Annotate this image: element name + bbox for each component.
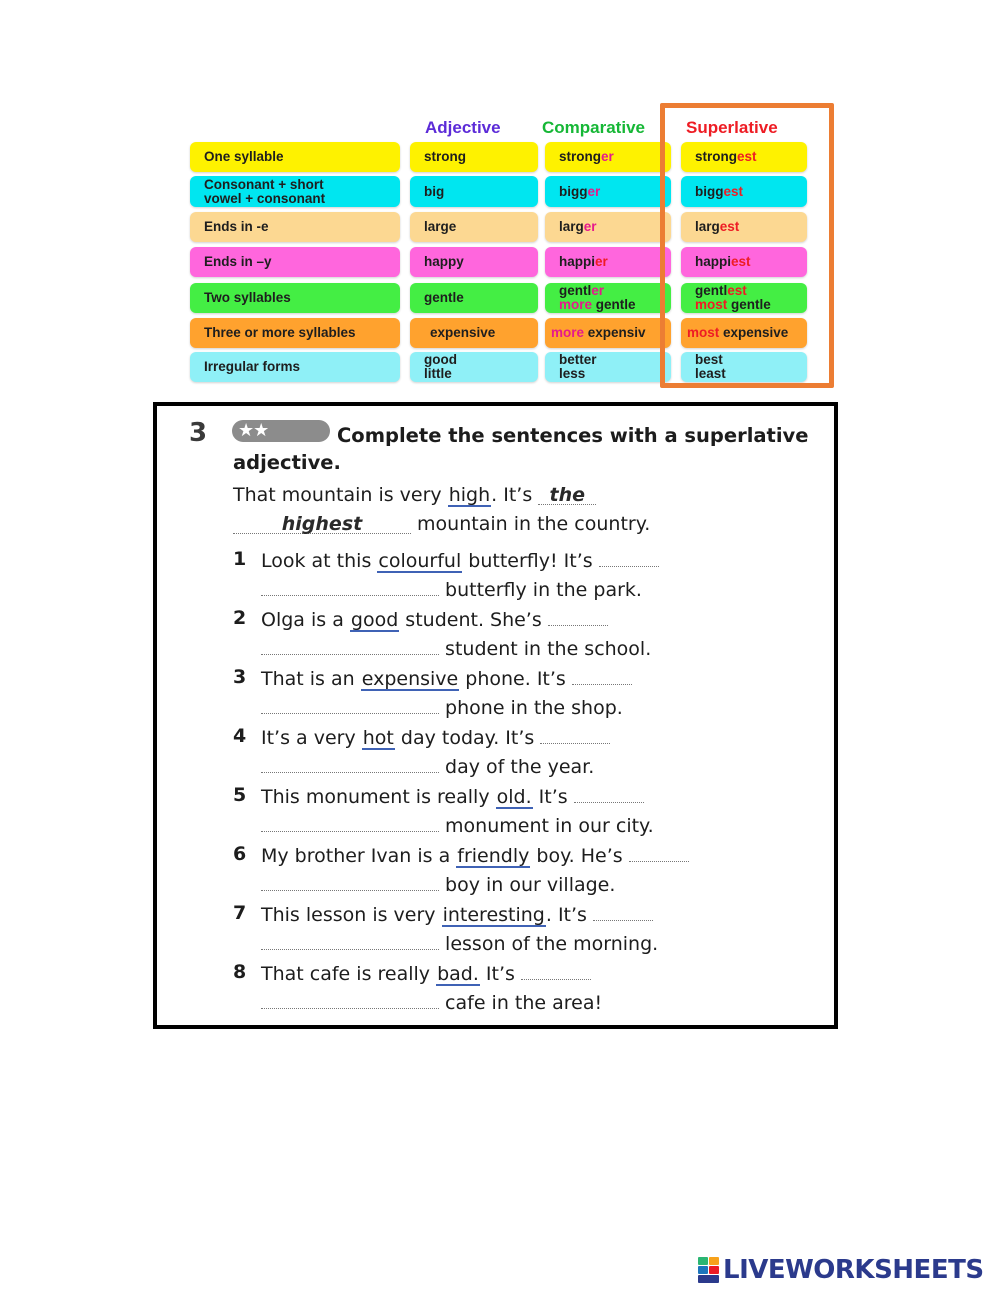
adjective-cell: large [410, 212, 538, 242]
comparative-cell: more expensiv [545, 318, 671, 348]
rule-cell: Consonant + short vowel + consonant [190, 176, 400, 207]
exercise-box [153, 402, 838, 1029]
comparative-cell: stronger [545, 142, 671, 172]
item-number: 1 [233, 548, 247, 570]
item-line: That is an expensive phone. It’s [261, 666, 632, 691]
header-superlative: Superlative [686, 118, 778, 137]
item-line: butterfly in the park. [261, 577, 642, 601]
rule-cell: Three or more syllables [190, 318, 400, 348]
answer-input-7b[interactable] [261, 931, 439, 950]
superlative-cell: gentlest most gentle [681, 283, 807, 313]
answer-input-7a[interactable] [593, 902, 653, 921]
item-line: day of the year. [261, 754, 594, 778]
rule-cell: Two syllables [190, 283, 400, 313]
item-number: 7 [233, 902, 247, 924]
answer-input-1a[interactable] [599, 548, 659, 567]
comparative-cell: bigger [545, 176, 671, 207]
adjective-cell: happy [410, 247, 538, 277]
item-line: That cafe is really bad. It’s [261, 961, 591, 986]
superlative-cell: most expensive [681, 318, 807, 348]
item-number: 2 [233, 607, 247, 629]
answer-input-4a[interactable] [540, 725, 610, 744]
adjective-cell: good little [410, 352, 538, 382]
answer-input-3b[interactable] [261, 695, 439, 714]
comparative-cell: happier [545, 247, 671, 277]
item-number: 8 [233, 961, 247, 983]
answer-input-8b[interactable] [261, 990, 439, 1009]
item-number: 4 [233, 725, 247, 747]
answer-input-3a[interactable] [572, 666, 632, 685]
item-adjective: colourful [378, 550, 462, 572]
adjective-cell: big [410, 176, 538, 207]
superlative-cell: happiest [681, 247, 807, 277]
exercise-instruction: Complete the sentences with a superlative adjective. [233, 424, 809, 474]
comparative-cell: better less [545, 352, 671, 382]
item-line: lesson of the morning. [261, 931, 658, 955]
logo-text: LIVEWORKSHEETS [723, 1255, 984, 1285]
example-adjective: high [448, 484, 491, 506]
item-line: phone in the shop. [261, 695, 623, 719]
answer-input-5a[interactable] [574, 784, 644, 803]
item-number: 5 [233, 784, 247, 806]
item-adjective: good [350, 609, 399, 631]
rule-cell: One syllable [190, 142, 400, 172]
example-line-1: That mountain is very high. It’s the [233, 484, 596, 507]
superlative-cell: biggest [681, 176, 807, 207]
example-answer-gap: the [538, 486, 596, 505]
adjective-cell: expensive [410, 318, 538, 348]
answer-input-2b[interactable] [261, 636, 439, 655]
difficulty-stars-icon: ★★ [232, 420, 330, 442]
adjective-cell: strong [410, 142, 538, 172]
comparative-cell: larger [545, 212, 671, 242]
item-adjective: old. [496, 786, 532, 808]
item-line: Olga is a good student. She’s [261, 607, 608, 632]
item-line: It’s a very hot day today. It’s [261, 725, 610, 750]
item-line: monument in our city. [261, 813, 654, 837]
example-line-2: highest mountain in the country. [233, 513, 650, 535]
header-comparative: Comparative [542, 118, 645, 137]
item-adjective: bad. [437, 963, 479, 985]
item-line: boy in our village. [261, 872, 615, 896]
superlative-cell: strongest [681, 142, 807, 172]
adjective-cell: gentle [410, 283, 538, 313]
answer-input-5b[interactable] [261, 813, 439, 832]
answer-input-2a[interactable] [548, 607, 608, 626]
item-adjective: friendly [457, 845, 530, 867]
answer-input-6b[interactable] [261, 872, 439, 891]
item-line: This monument is really old. It’s [261, 784, 644, 809]
logo-mark-icon [698, 1257, 720, 1283]
rule-cell: Ends in –y [190, 247, 400, 277]
liveworksheets-logo [698, 1255, 984, 1285]
item-adjective: expensive [361, 668, 459, 690]
superlative-cell: largest [681, 212, 807, 242]
answer-input-1b[interactable] [261, 577, 439, 596]
item-line: student in the school. [261, 636, 651, 660]
item-adjective: hot [362, 727, 394, 749]
item-line: My brother Ivan is a friendly boy. He’s [261, 843, 689, 868]
example-answer-gap: highest [233, 515, 411, 534]
item-line: This lesson is very interesting. It’s [261, 902, 653, 927]
item-number: 3 [233, 666, 247, 688]
answer-input-8a[interactable] [521, 961, 591, 980]
exercise-number: 3 [189, 418, 208, 448]
answer-input-4b[interactable] [261, 754, 439, 773]
superlative-highlight-frame [660, 103, 834, 388]
rule-cell: Ends in -e [190, 212, 400, 242]
answer-input-6a[interactable] [629, 843, 689, 862]
rule-cell: Irregular forms [190, 352, 400, 382]
item-adjective: interesting [442, 904, 545, 926]
item-line: Look at this colourful butterfly! It’s [261, 548, 659, 573]
superlative-cell: best least [681, 352, 807, 382]
header-adjective: Adjective [425, 118, 501, 137]
comparative-cell: gentler more gentle [545, 283, 671, 313]
item-number: 6 [233, 843, 247, 865]
item-line: cafe in the area! [261, 990, 602, 1014]
adjective-table [0, 0, 1000, 400]
